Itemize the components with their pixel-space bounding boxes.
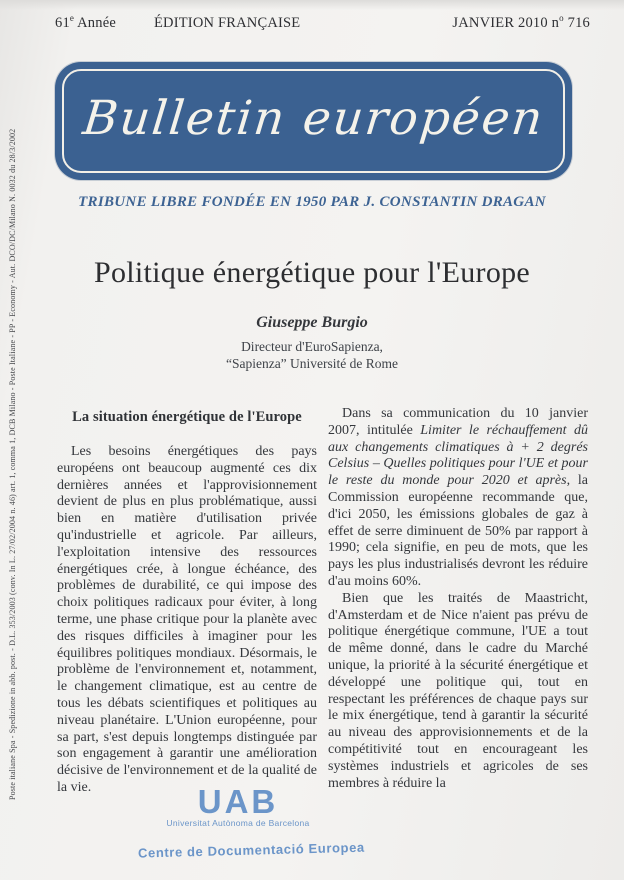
volume-label: Année	[74, 14, 116, 31]
uab-library-stamp	[137, 783, 365, 861]
article-title: Politique énergétique pour l'Europe	[93, 256, 531, 289]
bulletin-logo-title: Bulletin européen	[80, 90, 548, 146]
bulletin-logo	[55, 62, 572, 180]
issue-number: 716	[563, 14, 590, 31]
communication-title-italic: Limiter le réchauffement dû aux changements climatiques à + 2 degrés Celsius – Quelles politiques pour l'UE et pour le reste du monde pour 2020 et après	[328, 422, 588, 489]
postal-imprint-vertical-text: Poste italiane Spa - Spedizione in abb. post. - D.L. 353/2003 (conv. In L. 27/02/2004 n. 46) art. 1, comma 1, DCB Milano - Poste Italiane - PP - Economy - Aut. DCO/DC/Milano N. 0032 du 28/3/2002	[8, 128, 17, 800]
bulletin-logo-frame	[62, 69, 565, 173]
author-role-line-1: Directeur d'EuroSapienza,	[241, 339, 383, 354]
author-name: Giuseppe Burgio	[256, 314, 368, 331]
issue-date: JANVIER 2010 n	[452, 14, 560, 31]
left-column-paragraph: Les besoins énergétiques des pays européens ont beaucoup augmenté ces dix dernières années et l'approvisionnement devient de plus en plus problématique, aussi bien en matière d'utilisation privée qu'industrielle et agricole. Par ailleurs, l'exploitation intensive des ressources énergétiques crée, à longue échéance, des problèmes de durabilité, ce qui impose des choix politiques radicaux pour éviter, à long terme, une phase critique pour la planète avec des risques difficiles à imaginer pour les équilibres politiques mondiaux. Désormais, le problème de l'environnement et, notamment, le changement climatique, est au centre de tous les débats scientifiques et politiques au niveau planétaire. L'Union européenne, pour sa part, s'est depuis longtemps distinguée par son engagement à garantir une amélioration décisive de l'environnement et de la qualité de la vie.	[57, 444, 317, 795]
documentation-centre-label: Centre de Documentació Europea	[137, 839, 365, 861]
masthead-left-group	[55, 13, 300, 32]
masthead-edition: ÉDITION FRANÇAISE	[153, 14, 301, 31]
right-column-paragraph-1	[328, 406, 588, 591]
right-column-paragraph-2: Bien que les traités de Maastricht, d'Amsterdam et de Nice n'aient pas prévu de politique énergétique commune, l'UE a tout de même donné, dans le cadre du Marché unique, la priorité à la sécurité énergétique et développé une politique qui, tout en respectant les préférences de chaque pays sur le mix énergétique, tend à garantir la sécurité au niveau des approvisionnements et de la compétitivité tout en encourageant les systèmes industriels et agricoles de ses membres à réduire la	[328, 590, 588, 791]
paragraph-text: Dans sa communication du 10 janvier 2007, intitulée	[328, 406, 588, 438]
volume-number: 61	[55, 14, 70, 31]
masthead	[55, 13, 590, 32]
masthead-issue	[452, 13, 590, 32]
right-column	[328, 406, 588, 797]
issue-superscript: o	[559, 13, 564, 23]
tagline: TRIBUNE LIBRE FONDÉE EN 1950 PAR J. CONSTANTIN DRAGAN	[78, 194, 546, 210]
section-heading: La situation énergétique de l'Europe	[72, 409, 302, 425]
paragraph-text: , la Commission européenne recommande que, d'ici 2050, les émissions globales de gaz à effet de serre diminuent de 50% par rapport à 1990; cela signifie, en peu de mots, que les pays les plus industrialisés devront les réduire d'au moins 60%.	[328, 473, 588, 589]
volume-superscript: e	[69, 13, 75, 23]
author-block	[0, 314, 624, 372]
uab-logo: UAB	[197, 783, 279, 820]
uab-university-name: Universitat Autònoma de Barcelona	[166, 818, 310, 828]
masthead-volume	[55, 13, 116, 32]
author-role-line-2: “Sapienza” Université de Rome	[225, 355, 399, 371]
left-column	[57, 406, 317, 797]
article-body	[57, 406, 588, 797]
